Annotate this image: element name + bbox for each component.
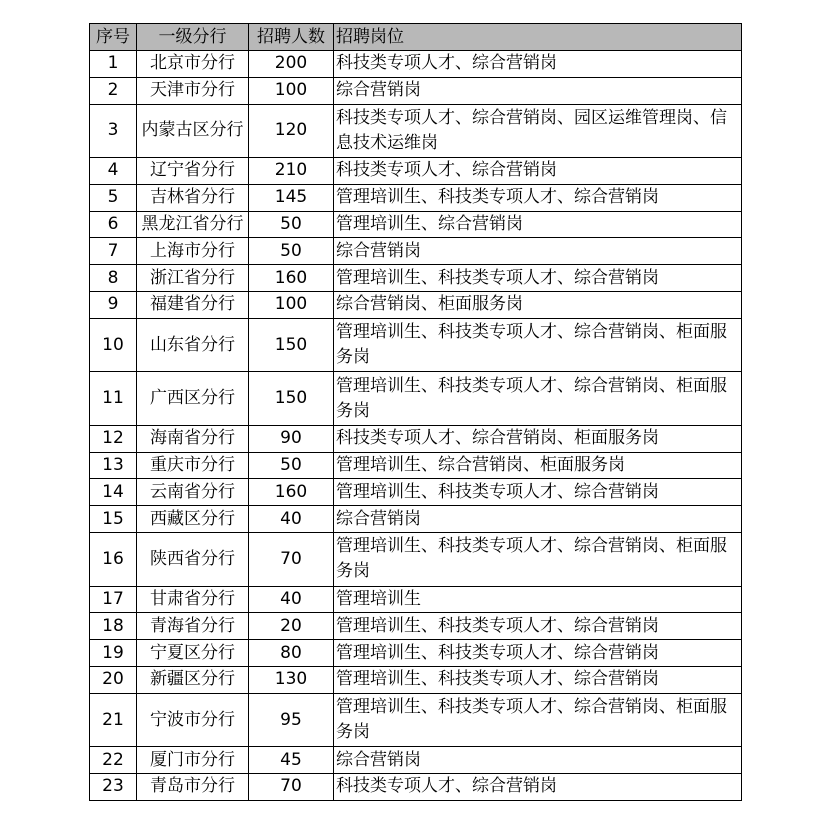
- cell-seq: 3: [90, 104, 137, 158]
- table-row: [90, 640, 742, 667]
- cell-seq: 21: [90, 693, 137, 747]
- cell-branch: 青岛市分行: [137, 774, 249, 801]
- cell-post: 管理培训生、科技类专项人才、综合营销岗、柜面服务岗: [334, 318, 742, 372]
- cell-count: 100: [249, 77, 334, 104]
- table-body: [90, 51, 742, 801]
- cell-seq: 22: [90, 747, 137, 774]
- cell-branch: 甘肃省分行: [137, 586, 249, 613]
- table-row: [90, 77, 742, 104]
- cell-seq: 12: [90, 425, 137, 452]
- cell-branch: 西藏区分行: [137, 506, 249, 533]
- cell-count: 160: [249, 265, 334, 292]
- cell-count: 50: [249, 452, 334, 479]
- cell-branch: 陕西省分行: [137, 533, 249, 587]
- cell-post: 管理培训生、科技类专项人才、综合营销岗: [334, 479, 742, 506]
- cell-post: 科技类专项人才、综合营销岗: [334, 51, 742, 78]
- cell-branch: 福建省分行: [137, 292, 249, 319]
- cell-post: 管理培训生、科技类专项人才、综合营销岗: [334, 184, 742, 211]
- header-branch: 一级分行: [137, 24, 249, 51]
- cell-seq: 23: [90, 774, 137, 801]
- table-row: [90, 292, 742, 319]
- cell-post: 科技类专项人才、综合营销岗、园区运维管理岗、信息技术运维岗: [334, 104, 742, 158]
- cell-count: 70: [249, 774, 334, 801]
- cell-seq: 11: [90, 372, 137, 426]
- cell-count: 50: [249, 211, 334, 238]
- cell-branch: 上海市分行: [137, 238, 249, 265]
- cell-post: 管理培训生、科技类专项人才、综合营销岗、柜面服务岗: [334, 693, 742, 747]
- cell-branch: 广西区分行: [137, 372, 249, 426]
- cell-count: 130: [249, 666, 334, 693]
- cell-branch: 山东省分行: [137, 318, 249, 372]
- cell-count: 210: [249, 158, 334, 185]
- cell-branch: 海南省分行: [137, 425, 249, 452]
- cell-branch: 黑龙江省分行: [137, 211, 249, 238]
- cell-count: 100: [249, 292, 334, 319]
- cell-count: 70: [249, 533, 334, 587]
- table-row: [90, 613, 742, 640]
- table-row: [90, 51, 742, 78]
- table-row: [90, 211, 742, 238]
- cell-branch: 宁波市分行: [137, 693, 249, 747]
- cell-count: 160: [249, 479, 334, 506]
- cell-count: 40: [249, 506, 334, 533]
- cell-branch: 宁夏区分行: [137, 640, 249, 667]
- cell-seq: 1: [90, 51, 137, 78]
- cell-post: 科技类专项人才、综合营销岗: [334, 774, 742, 801]
- table-row: [90, 184, 742, 211]
- cell-post: 管理培训生、科技类专项人才、综合营销岗: [334, 640, 742, 667]
- table-row: [90, 425, 742, 452]
- cell-count: 150: [249, 318, 334, 372]
- cell-count: 45: [249, 747, 334, 774]
- recruitment-table: [89, 23, 742, 801]
- cell-seq: 2: [90, 77, 137, 104]
- cell-seq: 13: [90, 452, 137, 479]
- cell-seq: 14: [90, 479, 137, 506]
- cell-count: 95: [249, 693, 334, 747]
- table-row: [90, 372, 742, 426]
- cell-post: 综合营销岗、柜面服务岗: [334, 292, 742, 319]
- header-row: [90, 24, 742, 51]
- cell-branch: 内蒙古区分行: [137, 104, 249, 158]
- header-post: 招聘岗位: [334, 24, 742, 51]
- table-row: [90, 774, 742, 801]
- cell-branch: 重庆市分行: [137, 452, 249, 479]
- cell-count: 40: [249, 586, 334, 613]
- cell-seq: 10: [90, 318, 137, 372]
- cell-count: 50: [249, 238, 334, 265]
- cell-seq: 20: [90, 666, 137, 693]
- cell-post: 综合营销岗: [334, 747, 742, 774]
- cell-post: 科技类专项人才、综合营销岗、柜面服务岗: [334, 425, 742, 452]
- cell-count: 90: [249, 425, 334, 452]
- cell-post: 管理培训生、科技类专项人才、综合营销岗: [334, 666, 742, 693]
- table-row: [90, 747, 742, 774]
- cell-count: 200: [249, 51, 334, 78]
- cell-branch: 天津市分行: [137, 77, 249, 104]
- cell-seq: 4: [90, 158, 137, 185]
- cell-seq: 18: [90, 613, 137, 640]
- cell-post: 综合营销岗: [334, 77, 742, 104]
- table-row: [90, 479, 742, 506]
- cell-seq: 5: [90, 184, 137, 211]
- table-row: [90, 452, 742, 479]
- cell-seq: 17: [90, 586, 137, 613]
- table-row: [90, 693, 742, 747]
- cell-post: 管理培训生: [334, 586, 742, 613]
- cell-post: 管理培训生、科技类专项人才、综合营销岗: [334, 265, 742, 292]
- cell-branch: 云南省分行: [137, 479, 249, 506]
- cell-post: 管理培训生、科技类专项人才、综合营销岗、柜面服务岗: [334, 533, 742, 587]
- table-row: [90, 104, 742, 158]
- cell-branch: 辽宁省分行: [137, 158, 249, 185]
- cell-seq: 15: [90, 506, 137, 533]
- table-row: [90, 158, 742, 185]
- cell-post: 科技类专项人才、综合营销岗: [334, 158, 742, 185]
- cell-seq: 7: [90, 238, 137, 265]
- cell-post: 管理培训生、综合营销岗、柜面服务岗: [334, 452, 742, 479]
- cell-post: 综合营销岗: [334, 238, 742, 265]
- cell-post: 管理培训生、综合营销岗: [334, 211, 742, 238]
- cell-seq: 6: [90, 211, 137, 238]
- cell-count: 145: [249, 184, 334, 211]
- table-row: [90, 533, 742, 587]
- table-row: [90, 666, 742, 693]
- table-row: [90, 586, 742, 613]
- table-row: [90, 506, 742, 533]
- header-seq: 序号: [90, 24, 137, 51]
- cell-post: 管理培训生、科技类专项人才、综合营销岗、柜面服务岗: [334, 372, 742, 426]
- table-row: [90, 318, 742, 372]
- cell-branch: 吉林省分行: [137, 184, 249, 211]
- cell-branch: 厦门市分行: [137, 747, 249, 774]
- cell-seq: 9: [90, 292, 137, 319]
- cell-post: 综合营销岗: [334, 506, 742, 533]
- table-row: [90, 265, 742, 292]
- cell-count: 80: [249, 640, 334, 667]
- cell-branch: 青海省分行: [137, 613, 249, 640]
- cell-branch: 北京市分行: [137, 51, 249, 78]
- table-row: [90, 238, 742, 265]
- cell-count: 20: [249, 613, 334, 640]
- cell-seq: 19: [90, 640, 137, 667]
- cell-branch: 新疆区分行: [137, 666, 249, 693]
- cell-post: 管理培训生、科技类专项人才、综合营销岗: [334, 613, 742, 640]
- cell-branch: 浙江省分行: [137, 265, 249, 292]
- cell-count: 120: [249, 104, 334, 158]
- table-header: [90, 24, 742, 51]
- cell-seq: 16: [90, 533, 137, 587]
- cell-seq: 8: [90, 265, 137, 292]
- header-count: 招聘人数: [249, 24, 334, 51]
- cell-count: 150: [249, 372, 334, 426]
